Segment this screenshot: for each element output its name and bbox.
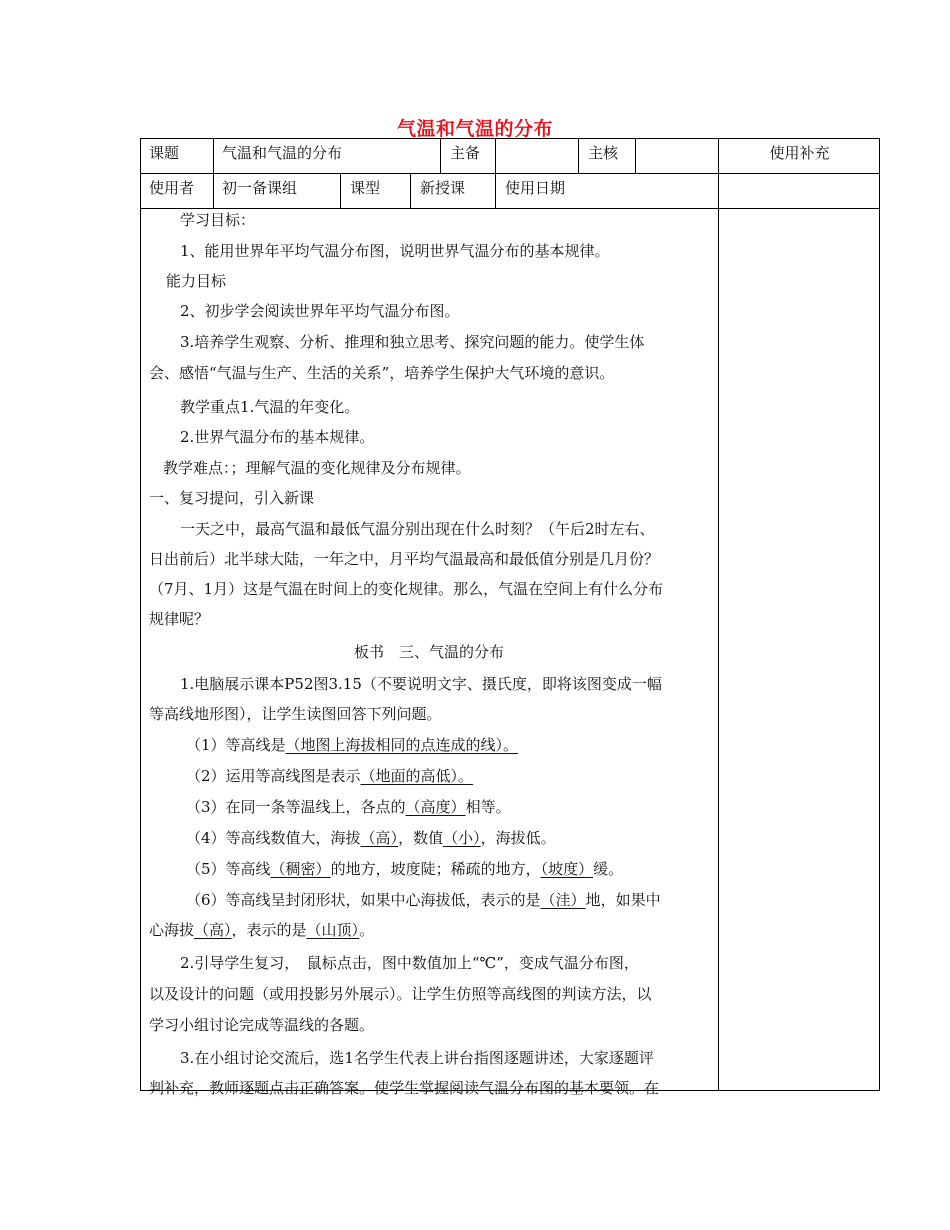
use-date-label: 使用日期 [505, 179, 566, 197]
body-line: 一天之中，最高气温和最低气温分别出现在什么时刻？（午后2时左右、 [180, 520, 655, 538]
question-text: ，数值 [398, 829, 444, 847]
question-text: ，海拔低。 [480, 829, 556, 847]
body-line: 规律呢？ [149, 610, 210, 628]
supplement-column-divider [718, 138, 719, 1091]
ability-goals-heading: 能力目标 [166, 272, 227, 290]
question-text: 缓。 [593, 860, 624, 878]
column-divider [635, 138, 636, 173]
section-heading: 一、复习提问，引入新课 [149, 489, 315, 507]
column-divider [495, 138, 496, 173]
body-line: 3.在小组讨论交流后，选1名学生代表上讲台指图逐题讲述，大家逐题评 [180, 1049, 654, 1067]
body-line: 3.培养学生观察、分析、推理和独立思考、探究问题的能力。使学生体 [180, 333, 645, 351]
question-text: 的地方，坡度陡；稀疏的地方， [330, 860, 541, 878]
question-4 [186, 827, 556, 849]
body-line: 1、能用世界年平均气温分布图，说明世界气温分布的基本规律。 [180, 242, 610, 260]
answer-blank: （坡度） [540, 860, 594, 878]
lesson-type-value: 新授课 [420, 179, 466, 197]
body-line: 学习小组讨论完成等温线的各题。 [149, 1016, 375, 1034]
lesson-plan-table [140, 138, 880, 1091]
body-line: 会、感悟“气温与生产、生活的关系”，培养学生保护大气环境的意识。 [149, 364, 615, 382]
question-text: （6）等高线呈封闭形状，如果中心海拔低，表示的是 [186, 891, 541, 909]
user-value: 初一备课组 [222, 179, 298, 197]
question-text: ，表示的是 [231, 921, 307, 939]
body-line: 判补充，教师逐题点击正确答案。使学生掌握阅读气温分布图的基本要领。在 [149, 1079, 660, 1097]
user-label: 使用者 [149, 179, 195, 197]
question-text: （3）在同一条等温线上，各点的 [186, 798, 406, 816]
body-line: 等高线地形图），让学生读图回答下列问题。 [149, 705, 442, 723]
column-divider [578, 138, 579, 173]
column-divider [340, 173, 341, 208]
main-reviewer-label: 主核 [588, 144, 619, 162]
row-divider [140, 173, 880, 174]
topic-label: 课题 [149, 144, 180, 162]
teaching-focus-line: 教学重点1.气温的年变化。 [180, 398, 360, 416]
column-divider [440, 138, 441, 173]
column-divider [213, 138, 214, 208]
question-text: 相等。 [465, 798, 511, 816]
answer-blank: （稠密） [270, 860, 331, 878]
answer-blank: （洼） [540, 891, 586, 909]
body-line: 2、初步学会阅读世界年平均气温分布图。 [180, 302, 460, 320]
answer-blank: （高度） [405, 798, 466, 816]
answer-blank: （地图上海拔相同的点连成的线）。 [285, 736, 519, 754]
question-text: （5）等高线 [186, 860, 271, 878]
body-line: 2.引导学生复习， 鼠标点击，图中数值加上“℃”，变成气温分布图， [180, 954, 639, 972]
question-text: 心海拔 [149, 921, 195, 939]
body-line: 2.世界气温分布的基本规律。 [180, 428, 375, 446]
column-divider [495, 173, 496, 208]
question-6 [186, 889, 661, 911]
question-1 [186, 734, 518, 756]
topic-value: 气温和气温的分布 [222, 144, 343, 162]
question-5 [186, 858, 623, 880]
body-line: 1.电脑展示课本P52图3.15（不要说明文字、摄氏度，即将该图变成一幅 [180, 675, 662, 693]
body-line: （7月、1月）这是气温在时间上的变化规律。那么，气温在空间上有什么分布 [149, 580, 664, 598]
question-6-continued [149, 919, 374, 941]
question-text: （2）运用等高线图是表示 [186, 767, 361, 785]
main-preparer-label: 主备 [450, 144, 481, 162]
question-text: 。 [359, 921, 375, 939]
body-line: 以及设计的问题（或用投影另外展示）。让学生仿照等高线图的判读方法，以 [149, 985, 652, 1003]
column-divider [410, 173, 411, 208]
answer-blank: （山顶） [306, 921, 360, 939]
supplement-header: 使用补充 [769, 144, 830, 162]
question-2 [186, 765, 473, 787]
learning-goals-heading: 学习目标： [180, 211, 256, 229]
teaching-difficulty-line: 教学难点：；理解气温的变化规律及分布规律。 [163, 459, 471, 477]
document-title: 气温和气温的分布 [396, 118, 553, 140]
answer-blank: （地面的高低）。 [360, 767, 474, 785]
question-text: （1）等高线是 [186, 736, 286, 754]
answer-blank: （小） [443, 829, 481, 847]
answer-blank: （高） [194, 921, 232, 939]
answer-blank: （高） [360, 829, 399, 847]
blackboard-heading: 板书 三、气温的分布 [353, 643, 504, 661]
question-text: 地，如果中 [585, 891, 661, 909]
lesson-type-label: 课型 [350, 179, 381, 197]
body-line: 日出前后）北半球大陆，一年之中，月平均气温最高和最低值分别是几月份？ [149, 550, 660, 568]
question-3 [186, 796, 511, 818]
question-text: （4）等高线数值大，海拔 [186, 829, 361, 847]
